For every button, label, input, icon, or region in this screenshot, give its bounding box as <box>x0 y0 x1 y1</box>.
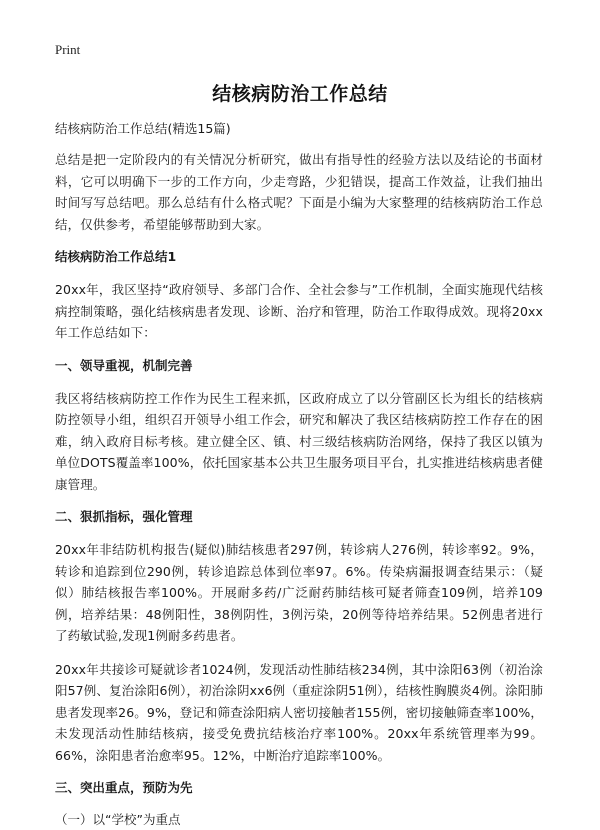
section-heading-prevention: 三、突出重点，预防为先 <box>55 780 193 795</box>
indicators-paragraph-1: 20xx年非结防机构报告(疑似)肺结核患者297例，转诊病人276例，转诊率92。9%，转诊和追踪到位290例，转诊追踪总体到位率97。6%。传染病漏报调查结果示：（疑似）肺结核报告率100%。开展耐多药/广泛耐药肺结核可疑者筛查109例，培养109例，培养结果：48例阳性，38例阴性，3例污染，20例等待培养结果。52例患者进行了药敏试验,发现1例耐多药患者。 <box>55 542 543 643</box>
indicators-paragraph-2: 20xx年共接诊可疑就诊者1024例，发现活动性肺结核234例，其中涂阳63例（初治涂阳57例、复治涂阳6例），初治涂阴xx6例（重症涂阴51例），结核性胸膜炎4例。涂阳肺患者发现率26。9%，登记和筛查涂阳病人密切接触者155例，密切接触筛查率100%，未发现活动性肺结核病，接受免费抗结核治疗率100%。20xx年系统管理率为99。66%，涂阳患者治愈率95。12%，中断治疗追踪率100%。 <box>55 661 543 763</box>
sub-heading-school: （一）以“学校”为重点 <box>55 812 181 827</box>
leadership-paragraph: 我区将结核病防控工作作为民生工程来抓，区政府成立了以分管副区长为组长的结核病防控领导小组，组织召开领导小组工作会，研究和解决了我区结核病防控工作存在的困难，纳入政府目标考核。建立健全区、镇、村三级结核病防治网络，保持了我区以镇为单位DOTS覆盖率100%，依托国家基本公共卫生服务项目平台，扎实推进结核病患者健康管理。 <box>55 390 543 492</box>
section-heading-indicators: 二、狠抓指标，强化管理 <box>55 509 193 524</box>
document-subtitle: 结核病防治工作总结(精选15篇) <box>55 121 231 136</box>
section-heading-leadership: 一、领导重视，机制完善 <box>55 357 193 373</box>
document-body <box>55 119 543 830</box>
article-heading: 结核病防治工作总结1 <box>55 249 177 264</box>
overview-paragraph: 20xx年，我区坚持“政府领导、多部门合作、全社会参与”工作机制，全面实施现代结核病控制策略，强化结核病患者发现、诊断、治疗和管理，防治工作取得成效。现将20xx年工作总结如下： <box>55 282 543 340</box>
print-link[interactable]: Print <box>55 42 81 57</box>
intro-paragraph: 总结是把一定阶段内的有关情况分析研究，做出有指导性的经验方法以及结论的书面材料，它可以明确下一步的工作方向，少走弯路，少犯错误，提高工作效益，让我们抽出时间写写总结吧。那么总结有什么格式呢？下面是小编为大家整理的结核病防治工作总结，仅供参考，希望能够帮助到大家。 <box>55 152 543 232</box>
page-title: 结核病防治工作总结 <box>212 83 388 105</box>
